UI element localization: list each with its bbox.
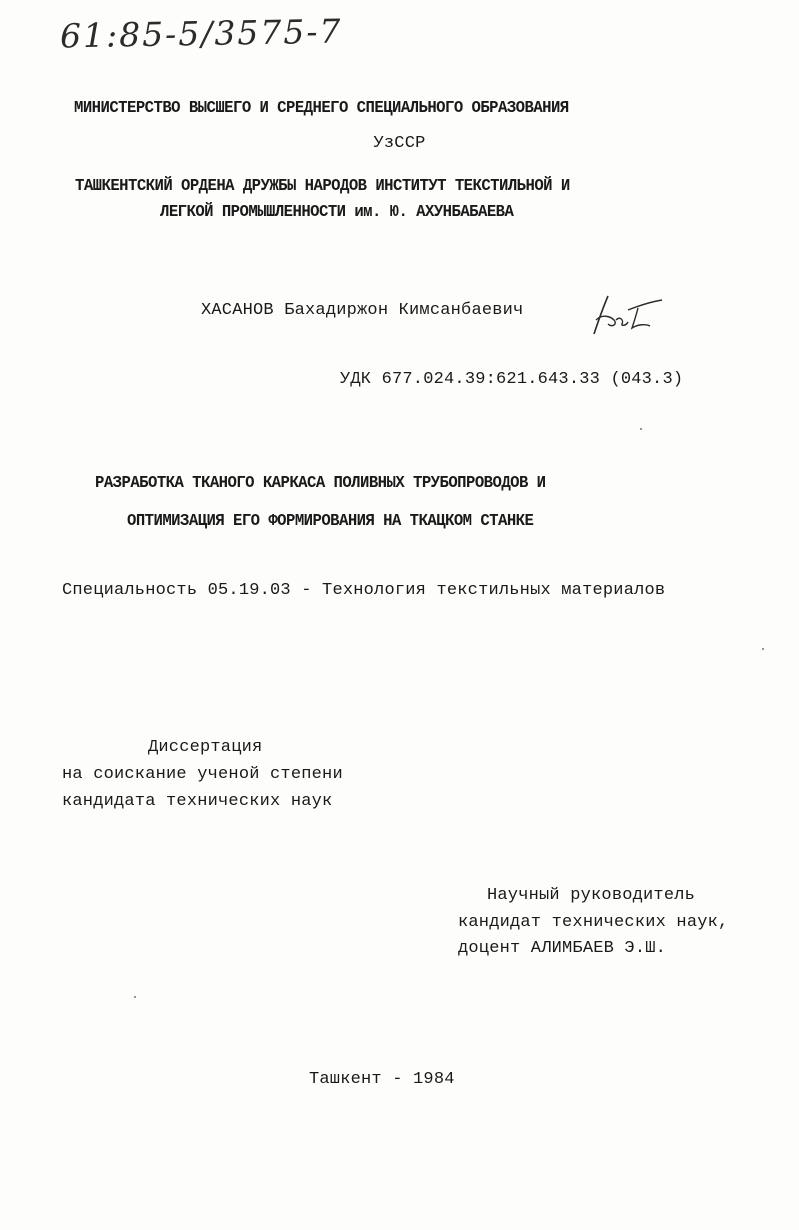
thesis-title-line2: ОПТИМИЗАЦИЯ ЕГО ФОРМИРОВАНИЯ НА ТКАЦКОМ СТАНКЕ bbox=[127, 512, 534, 531]
thesis-title-line1: РАЗРАБОТКА ТКАНОГО КАРКАСА ПОЛИВНЫХ ТРУБОПРОВОДОВ И bbox=[95, 474, 546, 493]
page-speck bbox=[640, 428, 642, 430]
dissertation-label: Диссертация bbox=[148, 738, 263, 757]
place-and-year: Ташкент - 1984 bbox=[309, 1070, 455, 1089]
republic-heading: УзССР bbox=[373, 134, 426, 153]
catalog-number-handwritten: 61:85-5/3575-7 bbox=[59, 11, 343, 56]
author-signature bbox=[588, 290, 668, 340]
specialty-line: Специальность 05.19.03 - Технология текстильных материалов bbox=[62, 581, 666, 600]
supervisor-label: Научный руководитель bbox=[487, 886, 696, 905]
dissertation-degree-line: на соискание ученой степени bbox=[62, 765, 343, 784]
page-speck bbox=[134, 996, 136, 998]
page-speck bbox=[762, 648, 764, 650]
ministry-heading: МИНИСТЕРСТВО ВЫСШЕГО И СРЕДНЕГО СПЕЦИАЛЬНОГО ОБРАЗОВАНИЯ bbox=[74, 99, 569, 118]
supervisor-name: доцент АЛИМБАЕВ Э.Ш. bbox=[458, 939, 667, 958]
supervisor-degree: кандидат технических наук, bbox=[458, 913, 729, 932]
signature-scribble-icon bbox=[588, 290, 668, 340]
dissertation-field-line: кандидата технических наук bbox=[62, 792, 333, 811]
institute-heading-line1: ТАШКЕНТСКИЙ ОРДЕНА ДРУЖБЫ НАРОДОВ ИНСТИТУТ ТЕКСТИЛЬНОЙ И bbox=[75, 177, 570, 196]
udc-code: УДК 677.024.39:621.643.33 (043.3) bbox=[340, 370, 684, 389]
author-name: ХАСАНОВ Бахадиржон Кимсанбаевич bbox=[201, 301, 524, 320]
institute-heading-line2: ЛЕГКОЙ ПРОМЫШЛЕННОСТИ им. Ю. АХУНБАБАЕВА bbox=[160, 203, 514, 222]
